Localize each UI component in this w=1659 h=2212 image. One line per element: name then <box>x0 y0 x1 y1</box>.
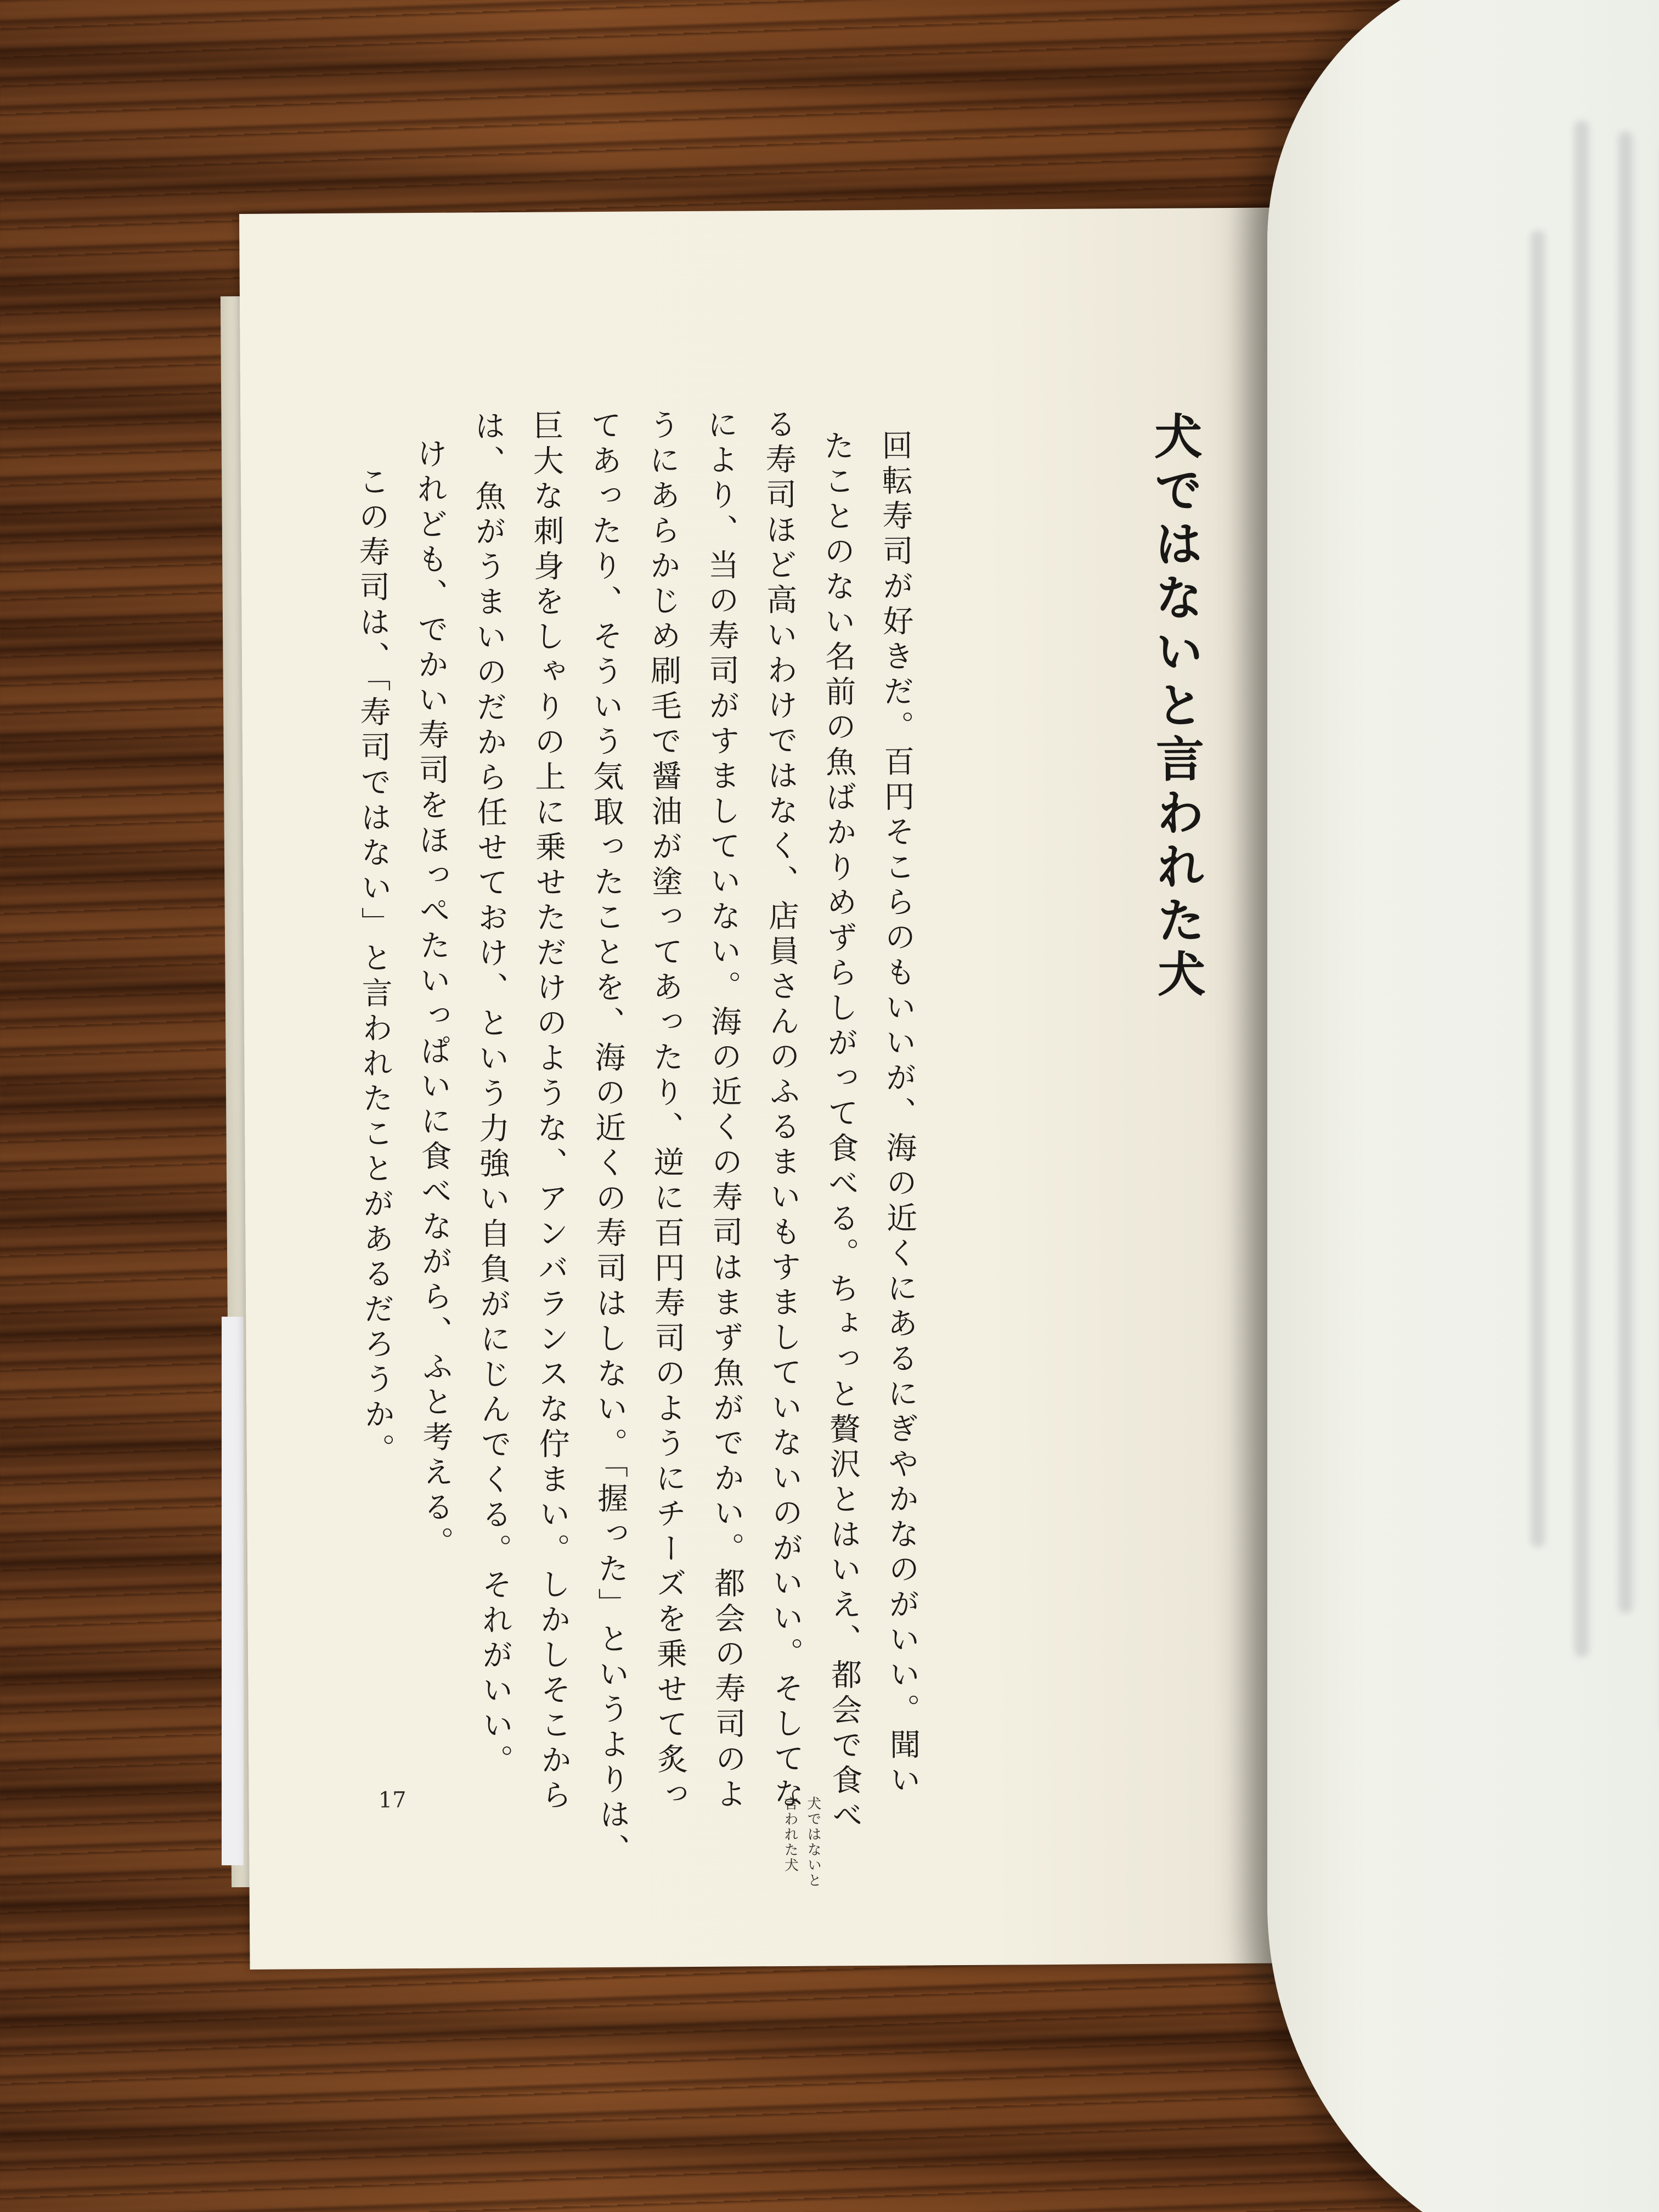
body-line-2: たことのない名前の魚ばかりめずらしがって食べる。ちょっと贅沢とはいえ、都会で食べ <box>819 430 864 1835</box>
show-through-text <box>1618 132 1633 1613</box>
body-line-9: けれども、でかい寿司をほっぺたいっぱいに食べながら、ふと考える。 <box>411 437 455 1562</box>
body-line-3: る寿司ほど高いわけではなく、店員さんのふるまいもすましていないのがいい。そしてな <box>760 408 805 1813</box>
body-line-1: 回転寿司が好きだ。百円そこらのもいいが、海の近くにあるにぎやかなのがいい。聞い <box>877 429 921 1799</box>
body-line-5: うにあらかじめ刷毛で醤油が塗ってあったり、逆に百円寿司のようにチーズを乗せて炙っ <box>644 409 689 1814</box>
show-through-text <box>1531 230 1545 1547</box>
running-header-line-2: 言われた犬 <box>781 1796 799 1874</box>
body-line-8: は、魚がうまいのだから任せておけ、という力強い自負がにじんでくる。それがいい。 <box>470 410 514 1780</box>
body-line-6: てあったり、そういう気取ったことを、海の近くの寿司はしない。「握った」というよりは、 <box>586 409 631 1869</box>
body-line-10: この寿司は、「寿司ではない」と言われたことがあるだろうか。 <box>353 465 396 1469</box>
right-book-page-curled <box>1267 0 1659 2212</box>
running-header-line-1: 犬ではないと <box>804 1796 822 1888</box>
page-edge-tab <box>222 1317 244 1865</box>
chapter-title: 犬ではないと言われた犬 <box>1146 411 1207 1003</box>
body-line-4: により、当の寿司がすましていない。海の近くの寿司はまず魚がでかい。都会の寿司のよ <box>702 408 747 1813</box>
show-through-text <box>1575 121 1589 1657</box>
left-book-page <box>239 207 1314 1970</box>
body-line-7: 巨大な刺身をしゃりの上に乗せただけのような、アンバランスな佇まい。しかしそこから <box>528 409 572 1814</box>
page-number: 17 <box>378 1787 407 1813</box>
